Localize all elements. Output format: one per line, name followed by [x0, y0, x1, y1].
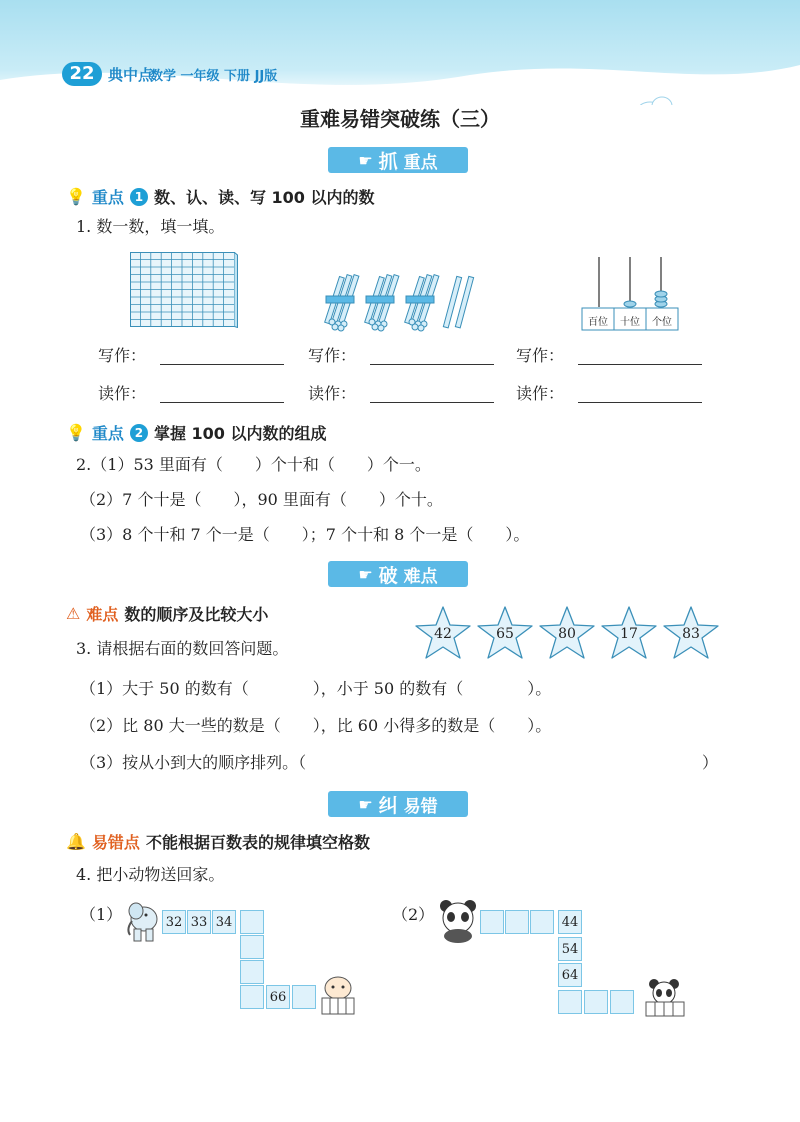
section2-title: 掌握 100 以内数的组成	[153, 424, 327, 443]
question-2-1: 2.（1）53 里面有（ ）个十和（ ）个一。	[76, 455, 431, 474]
star-card	[474, 604, 536, 662]
question-4-sub1: （1）	[80, 905, 123, 924]
star-number: 80	[558, 626, 576, 642]
stick-bundles-icon	[322, 270, 482, 332]
grid2-cell-blank[interactable]	[610, 990, 634, 1014]
pointing-hand-icon: ☛	[358, 794, 373, 814]
abacus-label-hundreds: 百位	[588, 317, 608, 328]
section1-tag: 重点	[91, 188, 124, 207]
grid1-cell-blank[interactable]	[240, 935, 264, 959]
bell-icon: 🔔	[66, 832, 86, 851]
section2-tag: 重点	[91, 424, 124, 443]
grid1-cell-blank[interactable]	[240, 960, 264, 984]
star-number: 83	[682, 626, 700, 642]
grid1-cell-66: 66	[266, 985, 290, 1009]
grid1-cell-33: 33	[187, 910, 211, 934]
grid2-cell-blank[interactable]	[584, 990, 608, 1014]
question-3-3-close: ）	[702, 753, 719, 772]
book-brand: 典中点	[108, 66, 154, 84]
star-card	[598, 604, 660, 662]
hundred-block-icon	[130, 252, 238, 328]
section4-heading	[66, 830, 370, 853]
lightbulb-icon: 💡	[66, 423, 86, 442]
banner-difficult-points-first: 破	[378, 564, 398, 587]
banner-difficult-points	[328, 561, 468, 587]
grid2-cell-blank[interactable]	[505, 910, 529, 934]
question-4: 4. 把小动物送回家。	[76, 865, 225, 884]
star-number: 17	[620, 626, 638, 642]
banner-key-points-first: 抓	[378, 150, 398, 173]
write-answer-3[interactable]	[578, 364, 702, 365]
page-number: 22	[62, 62, 102, 86]
grid1-cell-blank[interactable]	[292, 985, 316, 1009]
write-answer-2[interactable]	[370, 364, 494, 365]
book-title: 数学 一年级 下册 JJ版	[150, 69, 278, 84]
banner-error-points-rest: 易错	[403, 796, 438, 817]
abacus-label-ones: 个位	[652, 317, 672, 328]
grid2-cell-blank[interactable]	[480, 910, 504, 934]
write-label-2: 写作：	[308, 346, 357, 365]
section4-tag: 易错点	[91, 833, 140, 852]
write-answer-1[interactable]	[160, 364, 284, 365]
question-3: 3. 请根据右面的数回答问题。	[76, 639, 289, 658]
grid1-cell-blank[interactable]	[240, 910, 264, 934]
question-4-sub2: （2）	[392, 905, 435, 924]
section2-heading	[66, 421, 326, 444]
section2-num: 2	[130, 424, 148, 442]
write-label-1: 写作：	[98, 346, 147, 365]
read-answer-1[interactable]	[160, 402, 284, 403]
read-label-1: 读作：	[98, 384, 147, 403]
question-3-3: （3）按从小到大的顺序排列。（	[80, 753, 307, 772]
banner-error-points-first: 纠	[378, 794, 398, 817]
star-number: 65	[496, 626, 514, 642]
banner-error-points	[328, 791, 468, 817]
elephant-house-icon	[318, 974, 358, 1016]
grid2-cell-54: 54	[558, 937, 582, 961]
grid2-cell-blank[interactable]	[530, 910, 554, 934]
grid1-cell-32: 32	[162, 910, 186, 934]
star-card	[536, 604, 598, 662]
grid1-cell-blank[interactable]	[240, 985, 264, 1009]
grid2-cell-blank[interactable]	[558, 990, 582, 1014]
section3-tag: 难点	[86, 605, 119, 624]
read-answer-3[interactable]	[578, 402, 702, 403]
section4-title: 不能根据百数表的规律填空格数	[145, 833, 370, 852]
read-label-2: 读作：	[308, 384, 357, 403]
read-answer-2[interactable]	[370, 402, 494, 403]
star-card	[660, 604, 722, 662]
question-3-1: （1）大于 50 的数有（ ），小于 50 的数有（ ）。	[80, 679, 552, 698]
star-number: 42	[434, 626, 452, 642]
pointing-hand-icon: ☛	[358, 564, 373, 584]
question-2-2: （2）7 个十是（ ），90 里面有（ ）个十。	[80, 490, 443, 509]
section3-title: 数的顺序及比较大小	[124, 605, 269, 624]
star-card	[412, 604, 474, 662]
read-label-3: 读作：	[516, 384, 565, 403]
grid1-cell-34: 34	[212, 910, 236, 934]
section3-heading	[66, 602, 268, 625]
section1-title: 数、认、读、写 100 以内的数	[153, 188, 375, 207]
banner-key-points-rest: 重点	[403, 152, 438, 173]
section1-heading	[66, 185, 374, 208]
banner-key-points	[328, 147, 468, 173]
pointing-hand-icon: ☛	[358, 150, 373, 170]
question-3-2: （2）比 80 大一些的数是（ ），比 60 小得多的数是（ ）。	[80, 716, 552, 735]
banner-difficult-points-rest: 难点	[403, 566, 438, 587]
abacus-label-tens: 十位	[620, 317, 640, 328]
lightbulb-icon: 💡	[66, 187, 86, 206]
elephant-icon	[122, 895, 162, 945]
grid2-cell-64: 64	[558, 963, 582, 987]
panda-icon	[436, 898, 482, 944]
question-1: 1. 数一数，填一填。	[76, 217, 225, 236]
write-label-3: 写作：	[516, 346, 565, 365]
warning-icon: ⚠	[66, 604, 81, 623]
grid2-cell-44: 44	[558, 910, 582, 934]
panda-house-icon	[642, 978, 688, 1018]
page-title: 重难易错突破练（三）	[300, 107, 500, 131]
section1-num: 1	[130, 188, 148, 206]
question-2-3: （3）8 个十和 7 个一是（ ）；7 个十和 8 个一是（ ）。	[80, 525, 530, 544]
